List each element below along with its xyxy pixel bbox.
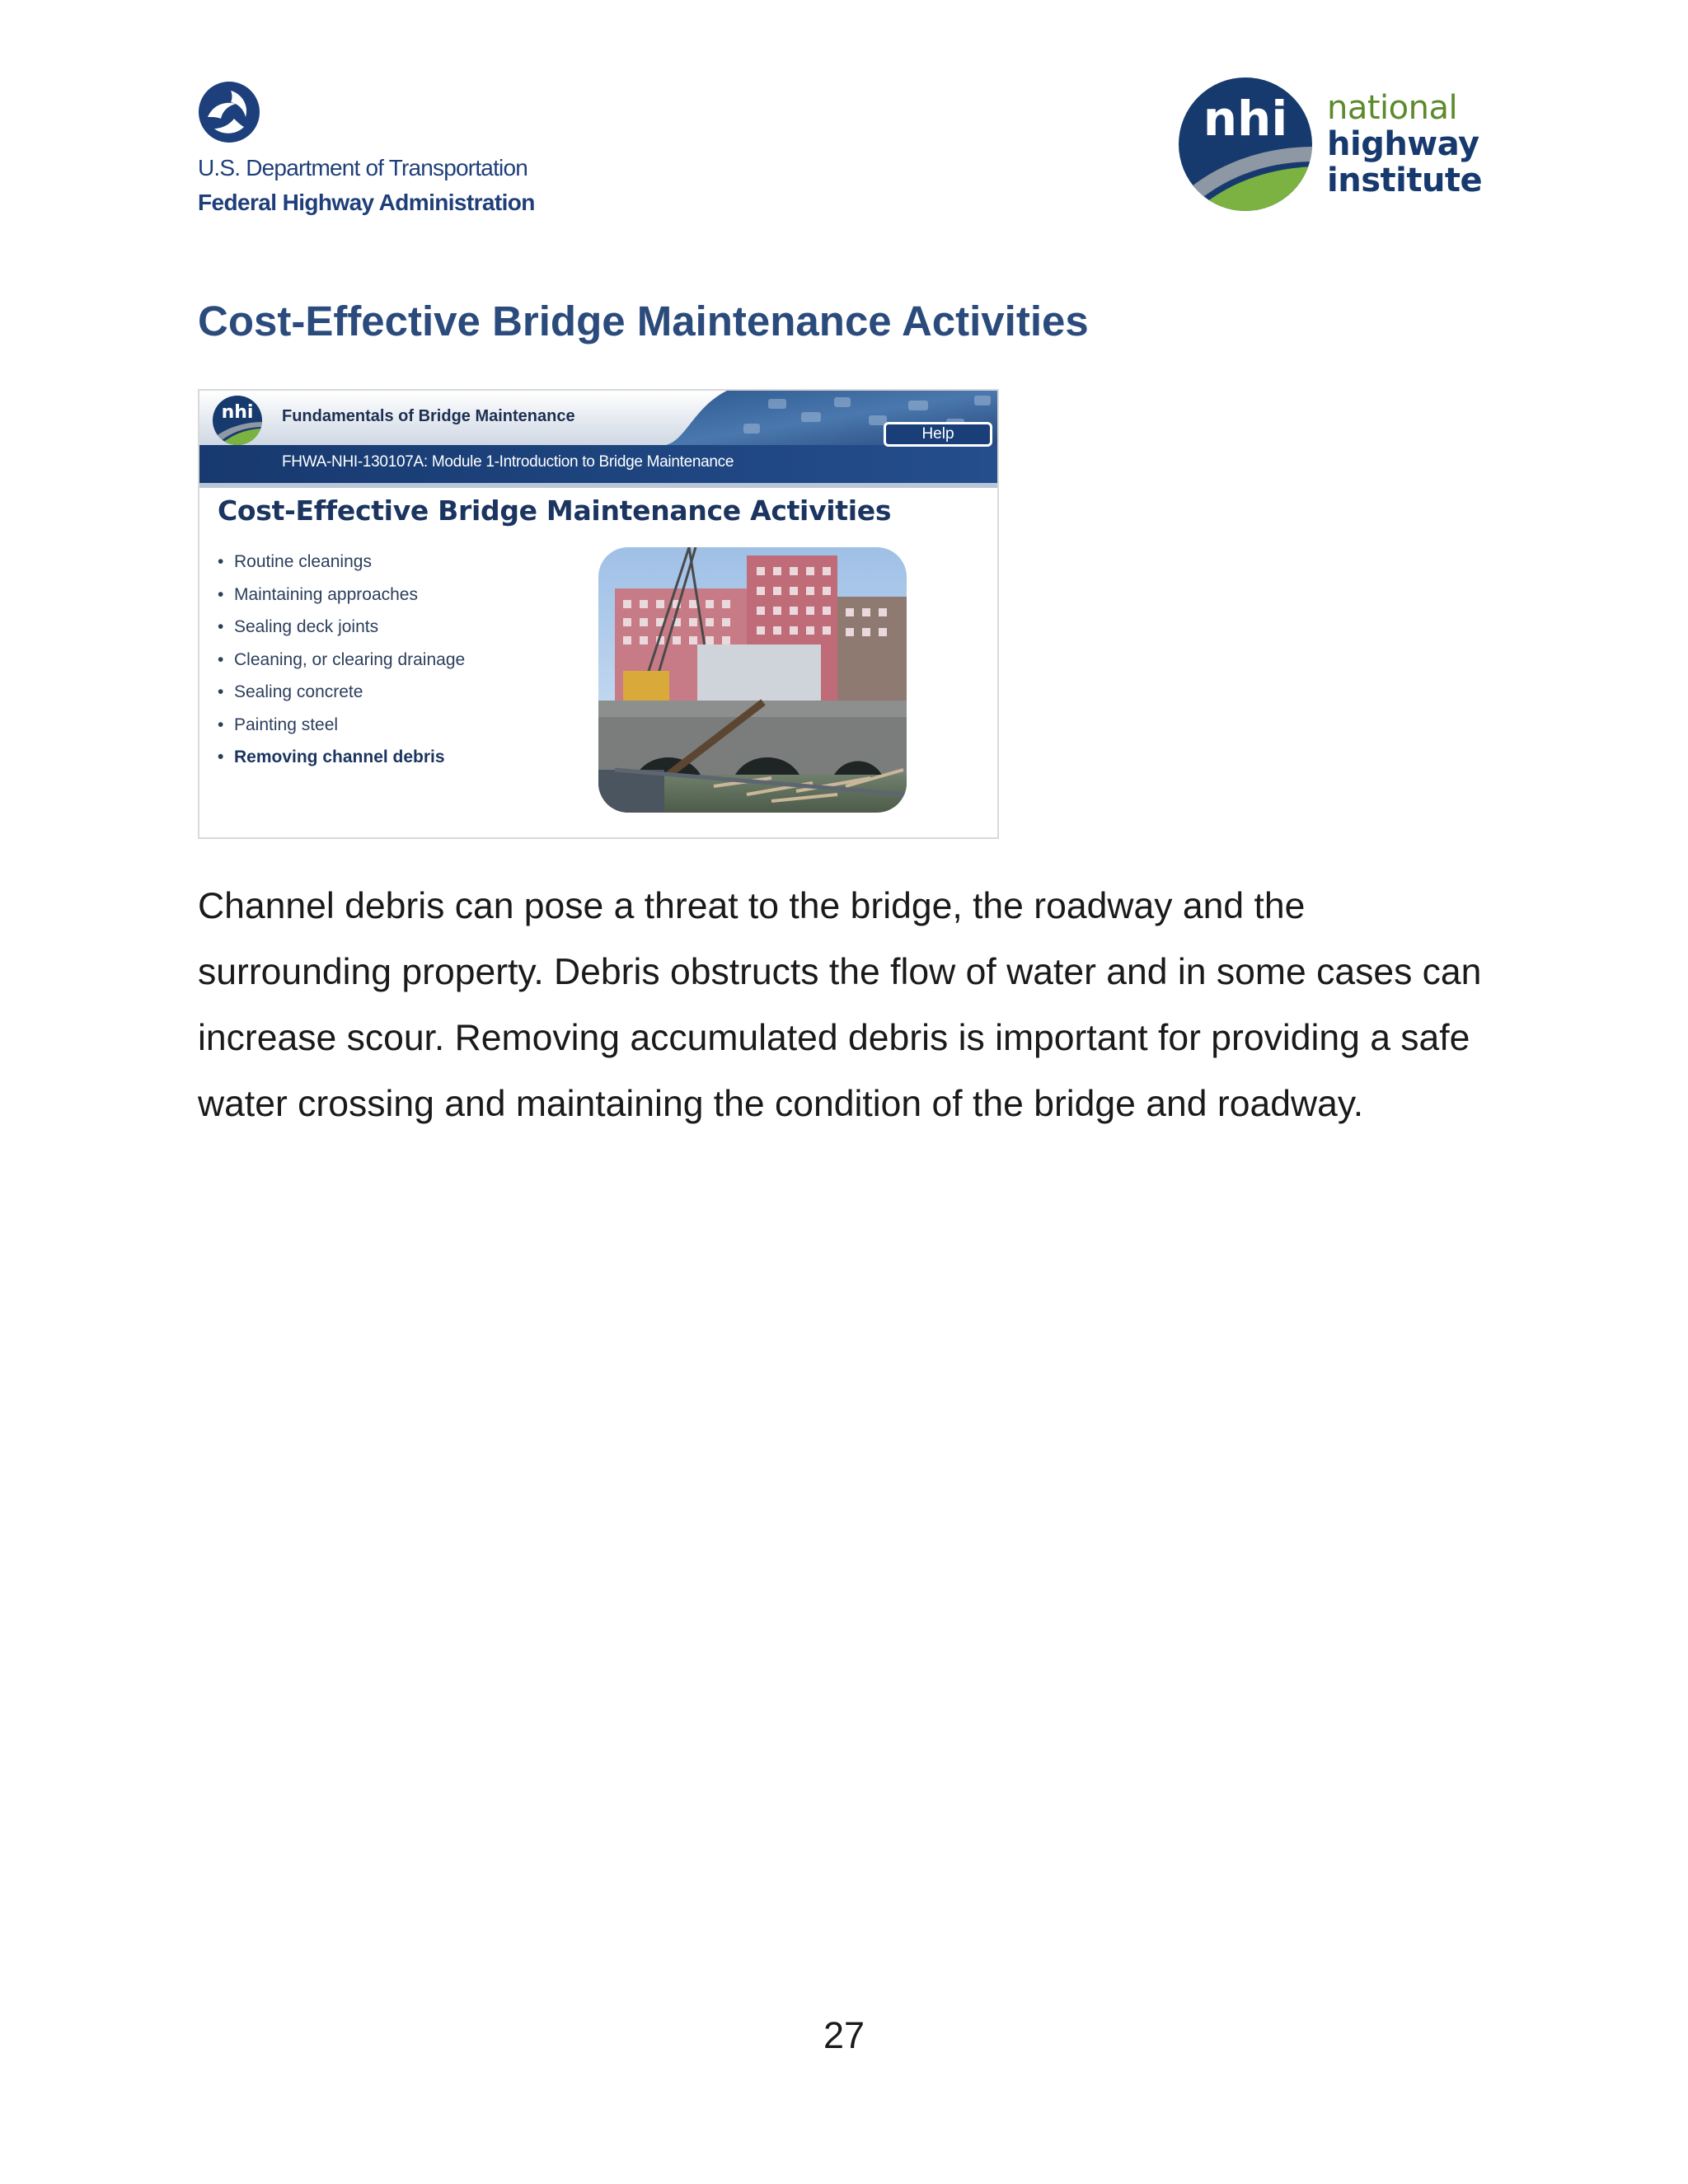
nhi-mark-text: nhi — [1203, 91, 1288, 147]
list-item: • Painting steel — [218, 709, 465, 742]
list-item: • Sealing deck joints — [218, 611, 465, 644]
bridge-debris-photo — [598, 547, 907, 813]
bullet-icon: • — [218, 552, 224, 571]
slide-bullet-list — [218, 546, 465, 774]
list-item-highlighted: • Removing channel debris — [218, 741, 465, 774]
dot-logo-icon — [198, 81, 260, 143]
bullet-icon: • — [218, 715, 224, 734]
list-item: • Routine cleanings — [218, 546, 465, 579]
fhwa-name: Federal Highway Administration — [198, 190, 535, 215]
nhi-word-highway: highway — [1327, 125, 1479, 163]
bullet-icon: • — [218, 584, 224, 604]
bullet-icon: • — [218, 617, 224, 636]
course-slide — [198, 389, 999, 839]
help-button[interactable]: Help — [884, 422, 992, 447]
slide-course-title: Fundamentals of Bridge Maintenance — [282, 407, 575, 425]
list-item: • Cleaning, or clearing drainage — [218, 644, 465, 677]
page-title: Cost-Effective Bridge Maintenance Activities — [198, 298, 1089, 344]
bullet-icon: • — [218, 748, 224, 766]
slide-header-background — [199, 391, 997, 488]
page-number: 27 — [823, 2014, 865, 2056]
slide-nhi-mark-text: nhi — [221, 402, 254, 423]
bullet-icon: • — [218, 649, 224, 669]
slide-title: Cost-Effective Bridge Maintenance Activities — [218, 494, 892, 527]
nhi-word-national: national — [1327, 89, 1458, 127]
bridge-debris-illustration — [598, 547, 907, 813]
body-paragraph: Channel debris can pose a threat to the bridge, the roadway and the surrounding property. Debris obstructs the flow of water and in some cases can increase scour. Removing accumulated debris is important for providing a safe water crossing and maintaining the condition of the bridge and roadway. — [198, 886, 1482, 1124]
list-item: • Maintaining approaches — [218, 579, 465, 612]
slide-header — [199, 391, 997, 488]
slide-nhi-logo-icon — [211, 394, 264, 447]
dot-department-name: U.S. Department of Transportation — [198, 155, 528, 180]
bullet-icon: • — [218, 682, 224, 701]
list-item: • Sealing concrete — [218, 676, 465, 709]
slide-module-name: FHWA-NHI-130107A: Module 1-Introduction to Bridge Maintenance — [282, 453, 734, 471]
nhi-word-institute: institute — [1327, 162, 1483, 199]
nhi-logo-icon — [1177, 76, 1314, 213]
